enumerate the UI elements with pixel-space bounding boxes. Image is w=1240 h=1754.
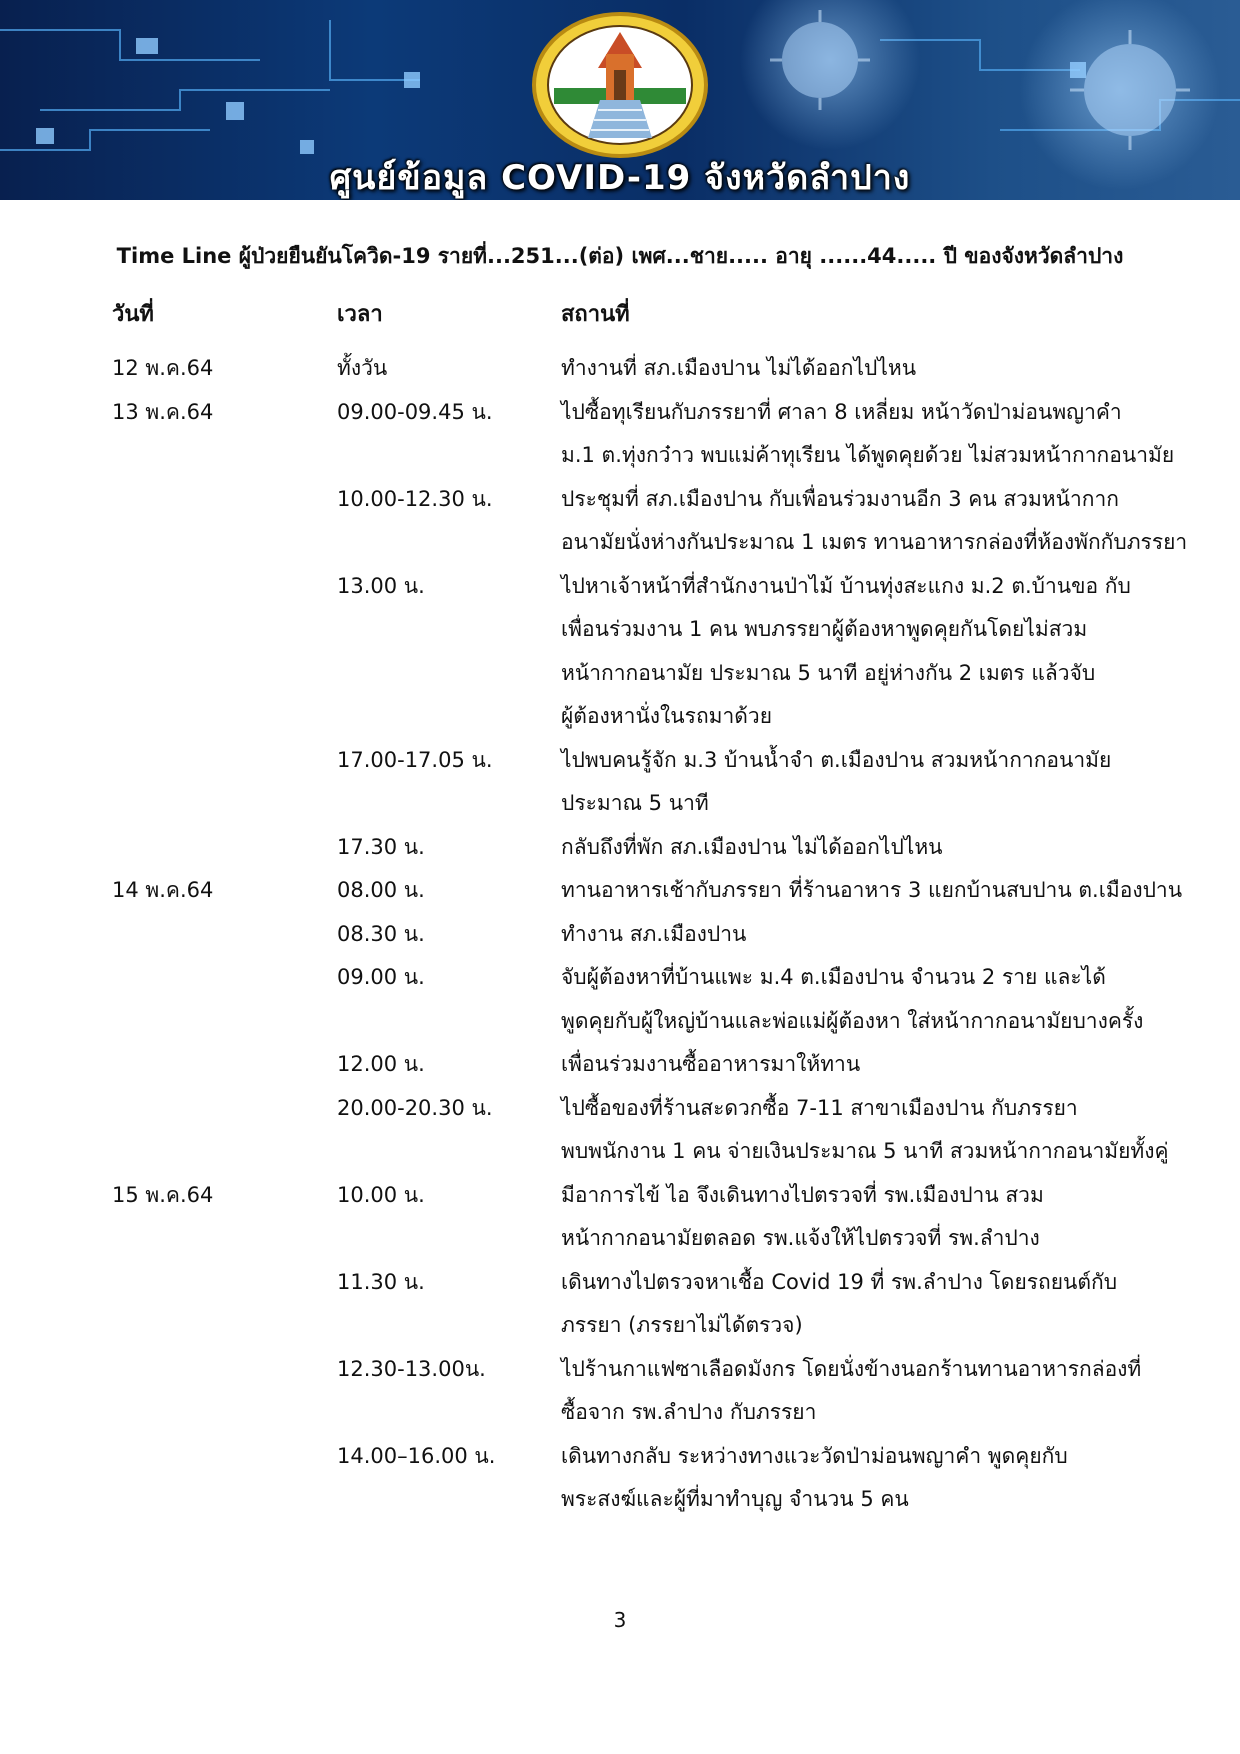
column-header-place: สถานที่ (561, 302, 630, 327)
row-time: 17.00-17.05 น. (337, 747, 493, 772)
place-line: หน้ากากอนามัย ประมาณ 5 นาที อยู่ห่างกัน 2 เมตร แล้วจับ (561, 660, 1096, 685)
row-time: 10.00 น. (337, 1182, 425, 1207)
row-place (561, 565, 1141, 739)
page-number: 3 (613, 1608, 627, 1632)
row-place (561, 1174, 1141, 1261)
row-place (561, 1087, 1169, 1174)
row-place (561, 1043, 1141, 1087)
row-place (561, 478, 1188, 565)
place-line: ไปพบคนรู้จัก ม.3 บ้านน้ำจำ ต.เมืองปาน สวมหน้ากากอนามัย (561, 747, 1112, 772)
place-line: อนามัยนั่งห่างกันประมาณ 1 เมตร ทานอาหารกล่องที่ห้องพักกับภรรยา (561, 530, 1188, 554)
row-date: 14 พ.ค.64 (112, 878, 214, 902)
row-time: 08.00 น. (337, 878, 425, 902)
place-line: ซื้อจาก รพ.ลำปาง กับภรรยา (561, 1400, 817, 1424)
row-place (561, 1348, 1141, 1435)
row-place (561, 347, 1141, 391)
document-title: Time Line ผู้ป่วยยืนยันโควิด-19 รายที่...251...(ต่อ) เพศ...ชาย..... อายุ ......44..... ปี ของจังหวัดลำปาง (116, 244, 1124, 268)
row-place (561, 913, 1141, 957)
place-line: จับผู้ต้องหาที่บ้านแพะ ม.4 ต.เมืองปาน จำนวน 2 ราย และได้ (561, 965, 1106, 989)
row-time: 11.30 น. (337, 1269, 425, 1294)
place-line: พบพนักงาน 1 คน จ่ายเงินประมาณ 5 นาที สวมหน้ากากอนามัยทั้งคู่ (561, 1139, 1169, 1163)
place-line: เพื่อนร่วมงาน 1 คน พบภรรยาผู้ต้องหาพูดคุยกันโดยไม่สวม (561, 617, 1088, 641)
row-time: 13.00 น. (337, 573, 425, 598)
row-place (561, 739, 1141, 826)
place-line: หน้ากากอนามัยตลอด รพ.แจ้งให้ไปตรวจที่ รพ.ลำปาง (561, 1226, 1040, 1250)
row-time: 12.00 น. (337, 1052, 425, 1076)
place-line: ทำงาน สภ.เมืองปาน (561, 921, 747, 946)
row-time: 12.30-13.00น. (337, 1356, 486, 1381)
place-line: กลับถึงที่พัก สภ.เมืองปาน ไม่ได้ออกไปไหน (561, 834, 943, 859)
row-place (561, 1261, 1141, 1348)
place-line: พูดคุยกับผู้ใหญ่บ้านและพ่อแม่ผู้ต้องหา ใส่หน้ากากอนามัยบางครั้ง (561, 1008, 1144, 1033)
header-banner (0, 0, 1240, 200)
place-line: ม.1 ต.ทุ่งกว๋าว พบแม่ค้าทุเรียน ได้พูดคุยด้วย ไม่สวมหน้ากากอนามัย (561, 443, 1175, 467)
row-date: 12 พ.ค.64 (112, 356, 214, 380)
column-header-time: เวลา (337, 302, 383, 327)
place-line: ผู้ต้องหานั่งในรถมาด้วย (561, 704, 773, 728)
row-time: 14.00–16.00 น. (337, 1443, 496, 1468)
place-line: พระสงฆ์และผู้ที่มาทำบุญ จำนวน 5 คน (561, 1487, 909, 1511)
place-line: ทำงานที่ สภ.เมืองปาน ไม่ได้ออกไปไหน (561, 356, 917, 380)
row-time: ทั้งวัน (337, 356, 388, 380)
row-place (561, 869, 1183, 913)
row-place (561, 956, 1144, 1043)
row-time: 20.00-20.30 น. (337, 1095, 493, 1120)
row-date: 15 พ.ค.64 (112, 1182, 214, 1207)
place-line: เพื่อนร่วมงานซื้ออาหารมาให้ทาน (561, 1052, 861, 1076)
row-date: 13 พ.ค.64 (112, 399, 214, 424)
place-line: ประมาณ 5 นาที (561, 791, 709, 815)
row-place (561, 391, 1175, 478)
place-line: เดินทางกลับ ระหว่างทางแวะวัดป่าม่อนพญาคำ พูดคุยกับ (561, 1443, 1068, 1468)
column-header-date: วันที่ (112, 302, 154, 327)
row-time: 09.00-09.45 น. (337, 399, 493, 424)
place-line: ไปซื้อทุเรียนกับภรรยาที่ ศาลา 8 เหลี่ยม หน้าวัดป่าม่อนพญาคำ (561, 399, 1122, 424)
place-line: เดินทางไปตรวจหาเชื้อ Covid 19 ที่ รพ.ลำปาง โดยรถยนต์กับ (561, 1269, 1118, 1294)
place-line: ทานอาหารเช้ากับภรรยา ที่ร้านอาหาร 3 แยกบ้านสบปาน ต.เมืองปาน (561, 878, 1183, 902)
row-time: 10.00-12.30 น. (337, 486, 493, 511)
place-line: ไปร้านกาแฟซาเลือดมังกร โดยนั่งข้างนอกร้านทานอาหารกล่องที่ (561, 1356, 1142, 1381)
row-place (561, 826, 1141, 870)
row-time: 08.30 น. (337, 921, 425, 946)
place-line: ภรรยา (ภรรยาไม่ได้ตรวจ) (561, 1313, 803, 1337)
row-time: 17.30 น. (337, 834, 425, 859)
place-line: ไปหาเจ้าหน้าที่สำนักงานป่าไม้ บ้านทุ่งสะแกง ม.2 ต.บ้านขอ กับ (561, 573, 1131, 598)
place-line: มีอาการไข้ ไอ จึงเดินทางไปตรวจที่ รพ.เมืองปาน สวม (561, 1182, 1044, 1207)
lampang-province-seal (520, 10, 720, 160)
place-line: ประชุมที่ สภ.เมืองปาน กับเพื่อนร่วมงานอีก 3 คน สวมหน้ากาก (561, 486, 1120, 511)
banner-title: ศูนย์ข้อมูล COVID-19 จังหวัดลำปาง (329, 158, 911, 198)
row-time: 09.00 น. (337, 965, 425, 989)
place-line: ไปซื้อของที่ร้านสะดวกซื้อ 7-11 สาขาเมืองปาน กับภรรยา (561, 1095, 1078, 1120)
row-place (561, 1435, 1141, 1522)
